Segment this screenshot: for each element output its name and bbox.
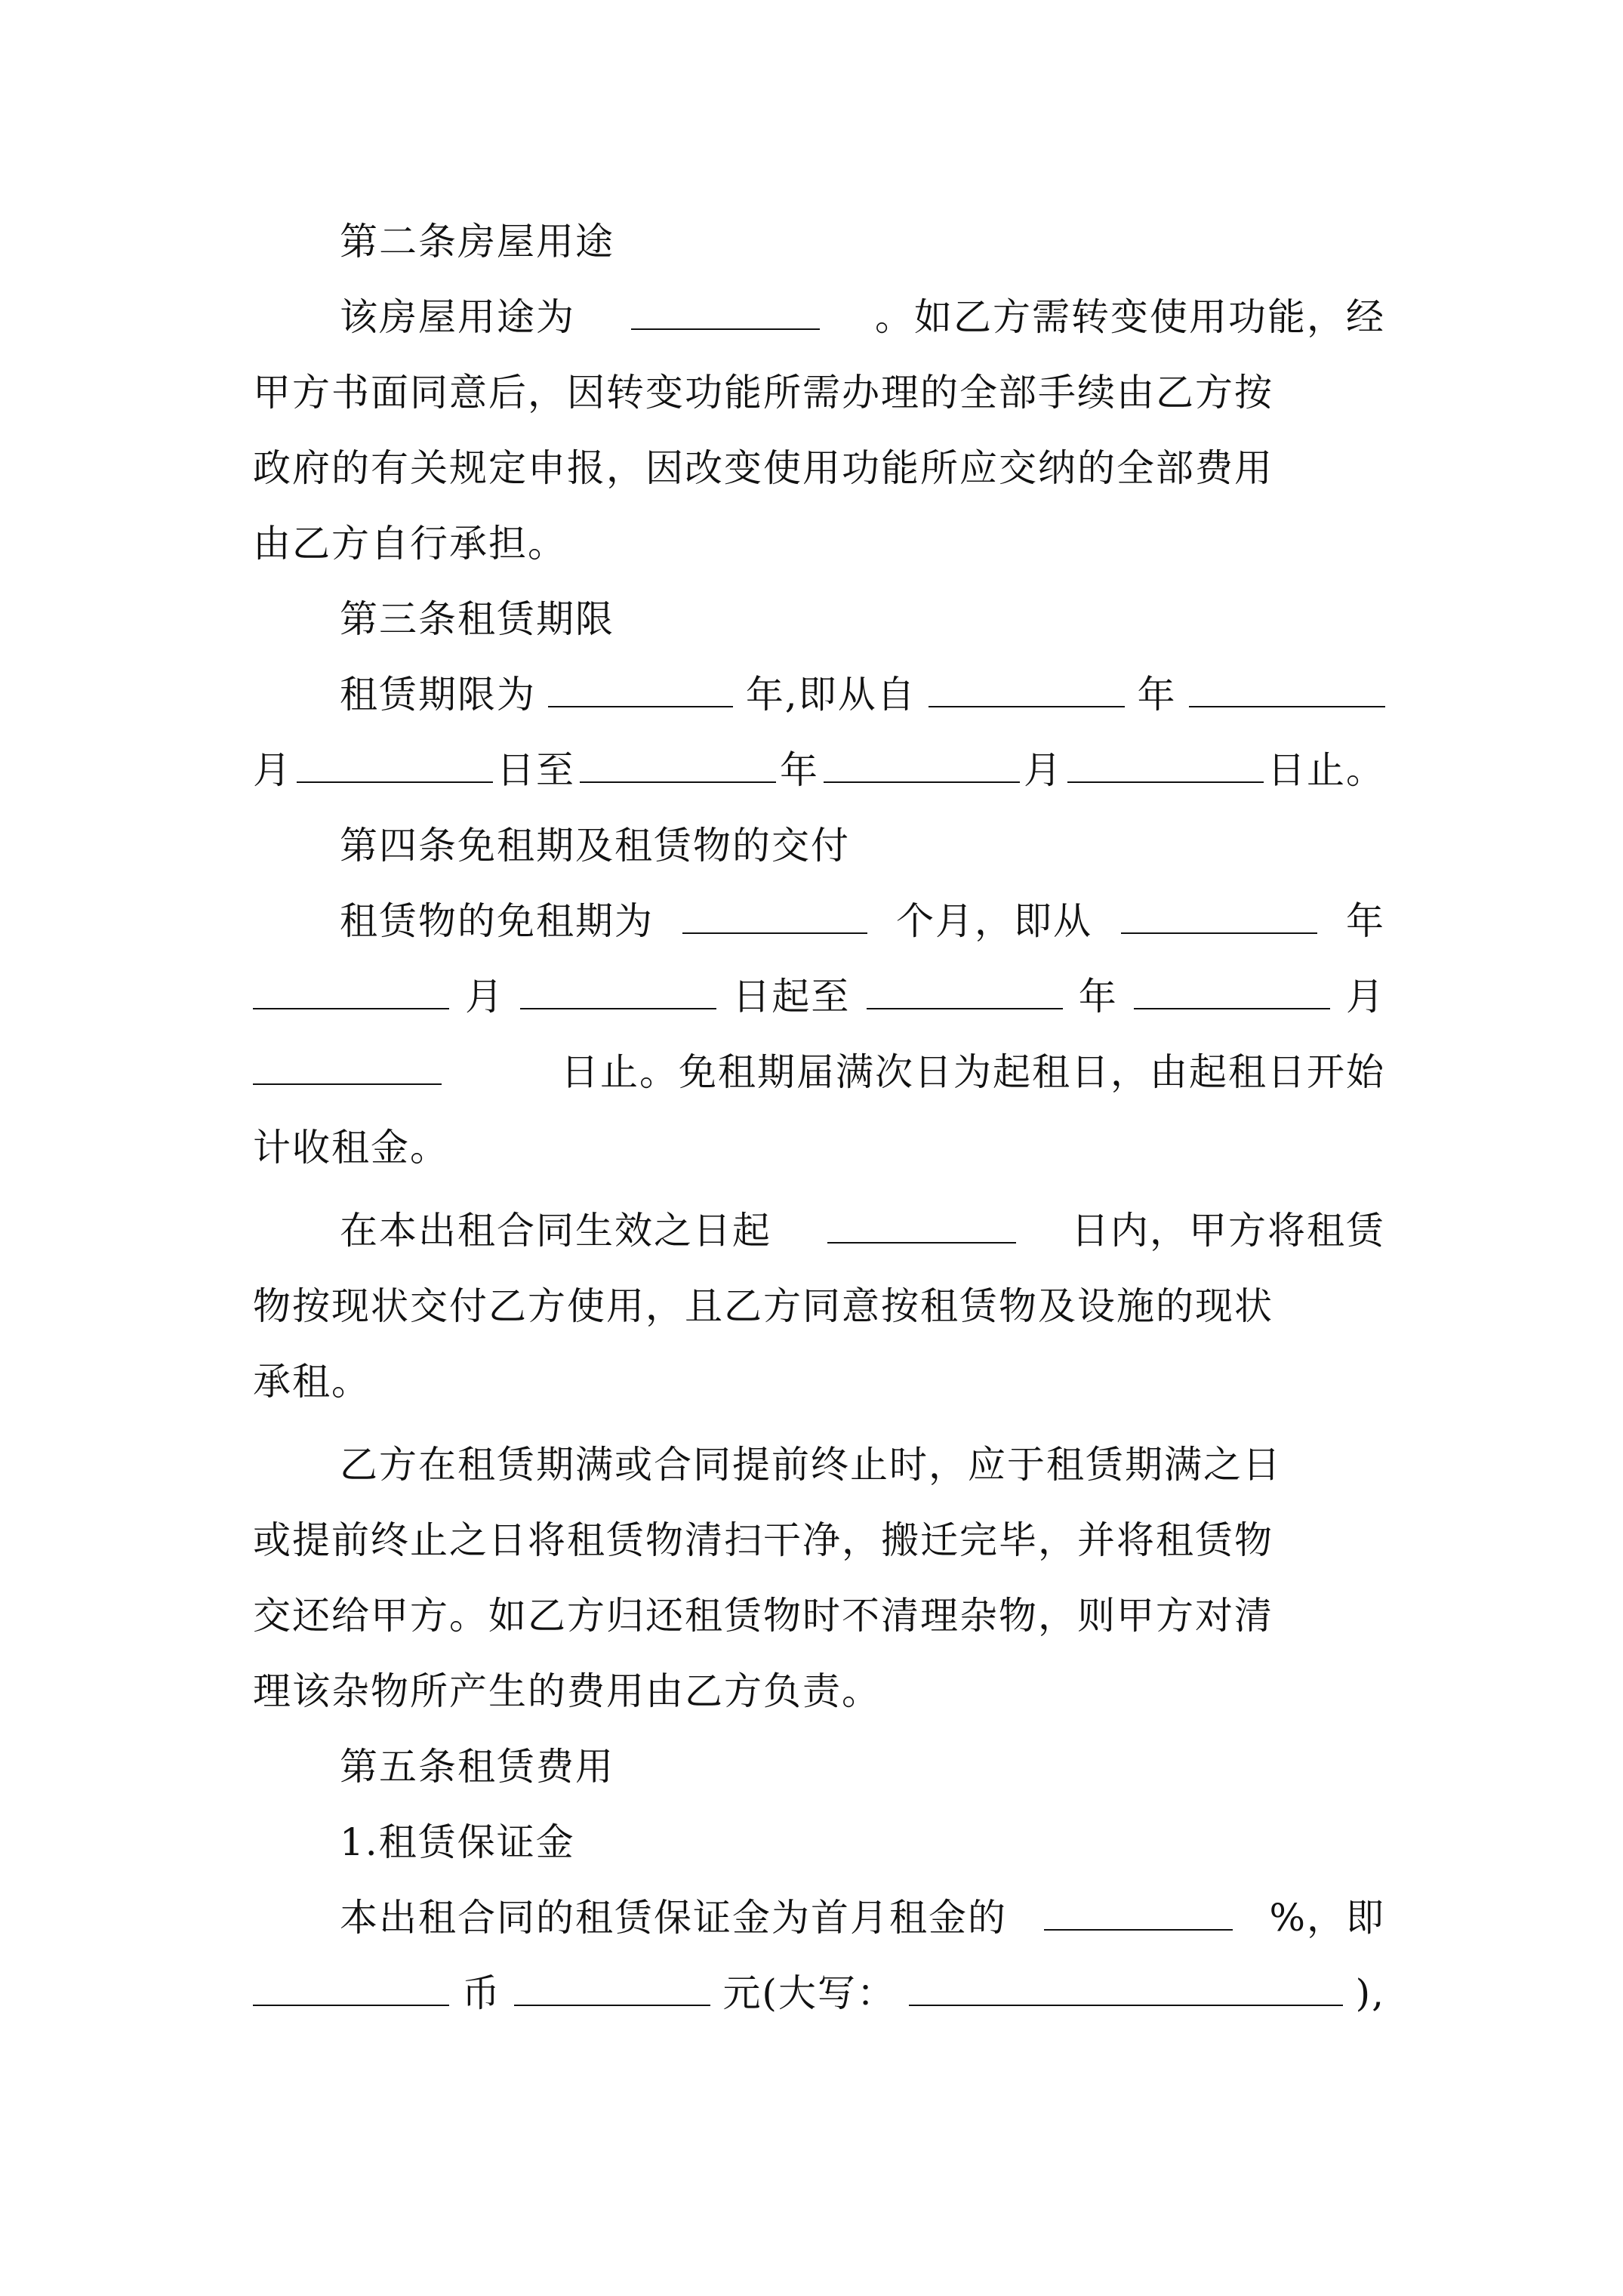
article-2-line-1: 该房屋用途为 。如乙方需转变使用功能，经 bbox=[340, 295, 1385, 339]
article-4-para-2-line-1: 在本出租合同生效之日起 日内，甲方将租赁 bbox=[340, 1209, 1385, 1253]
article-4-para-3-line-4: 理该杂物所产生的费用由乙方负责。 bbox=[253, 1669, 881, 1713]
article-3-title: 第三条租赁期限 bbox=[340, 597, 614, 641]
article-5-title: 第五条租赁费用 bbox=[340, 1745, 614, 1789]
article-4-line-3: 日止。免租期届满次日为起租日，由起租日开始 bbox=[253, 1049, 1385, 1095]
blank-amount-in-words[interactable] bbox=[909, 1971, 1343, 2006]
blank-free-start-day[interactable] bbox=[520, 975, 716, 1009]
article-2-line-2: 甲方书面同意后，因转变功能所需办理的全部手续由乙方按 bbox=[253, 371, 1273, 415]
blank-end-day[interactable] bbox=[1067, 748, 1264, 783]
blank-deposit-percent[interactable] bbox=[1044, 1896, 1233, 1931]
blank-end-year[interactable] bbox=[580, 748, 776, 783]
article-4-para-3-line-3: 交还给甲方。如乙方归还租赁物时不清理杂物，则甲方对清 bbox=[253, 1594, 1273, 1638]
blank-usage[interactable] bbox=[631, 295, 820, 330]
article-5-subtitle-1: 1.租赁保证金 bbox=[340, 1820, 575, 1864]
blank-free-start-month[interactable] bbox=[253, 975, 449, 1009]
blank-free-start-year[interactable] bbox=[1121, 899, 1317, 934]
blank-currency[interactable] bbox=[253, 1971, 449, 2006]
blank-free-end-year[interactable] bbox=[867, 975, 1063, 1009]
blank-start-day[interactable] bbox=[297, 748, 493, 783]
blank-start-year[interactable] bbox=[929, 673, 1125, 707]
blank-free-end-month[interactable] bbox=[1134, 975, 1330, 1009]
article-4-para-2-line-3: 承租。 bbox=[253, 1360, 371, 1404]
article-5-line-1: 本出租合同的租赁保证金为首月租金的 %，即 bbox=[340, 1896, 1385, 1940]
article-3-line-2: 月 日至 年 月 日止。 bbox=[253, 748, 1385, 792]
article-4-title: 第四条免租期及租赁物的交付 bbox=[340, 824, 850, 868]
article-4-line-2: 月 日起至 年 月 bbox=[253, 974, 1385, 1019]
blank-free-end-day[interactable] bbox=[253, 1050, 442, 1085]
blank-term-years[interactable] bbox=[548, 673, 733, 707]
article-2-line-3: 政府的有关规定申报，因改变使用功能所应交纳的全部费用 bbox=[253, 446, 1273, 490]
blank-deposit-amount[interactable] bbox=[514, 1971, 710, 2006]
blank-free-months[interactable] bbox=[682, 899, 867, 934]
article-4-line-4: 计收租金。 bbox=[253, 1126, 449, 1170]
blank-end-month[interactable] bbox=[824, 748, 1020, 783]
article-4-para-3-line-2: 或提前终止之日将租赁物清扫干净，搬迁完毕，并将租赁物 bbox=[253, 1518, 1273, 1562]
article-2-line-4: 由乙方自行承担。 bbox=[253, 522, 567, 566]
article-3-line-1: 租赁期限为 年,即从自 年 bbox=[340, 672, 1385, 717]
article-2-title: 第二条房屋用途 bbox=[340, 220, 614, 264]
blank-delivery-days[interactable] bbox=[827, 1209, 1016, 1244]
article-5-line-2: 币 元(大写： ), bbox=[253, 1971, 1385, 2016]
article-4-line-1: 租赁物的免租期为 个月，即从 年 bbox=[340, 899, 1385, 943]
article-4-para-2-line-2: 物按现状交付乙方使用，且乙方同意按租赁物及设施的现状 bbox=[253, 1284, 1273, 1328]
blank-start-month[interactable] bbox=[1189, 673, 1385, 707]
article-4-para-3-line-1: 乙方在租赁期满或合同提前终止时，应于租赁期满之日 bbox=[340, 1443, 1282, 1487]
